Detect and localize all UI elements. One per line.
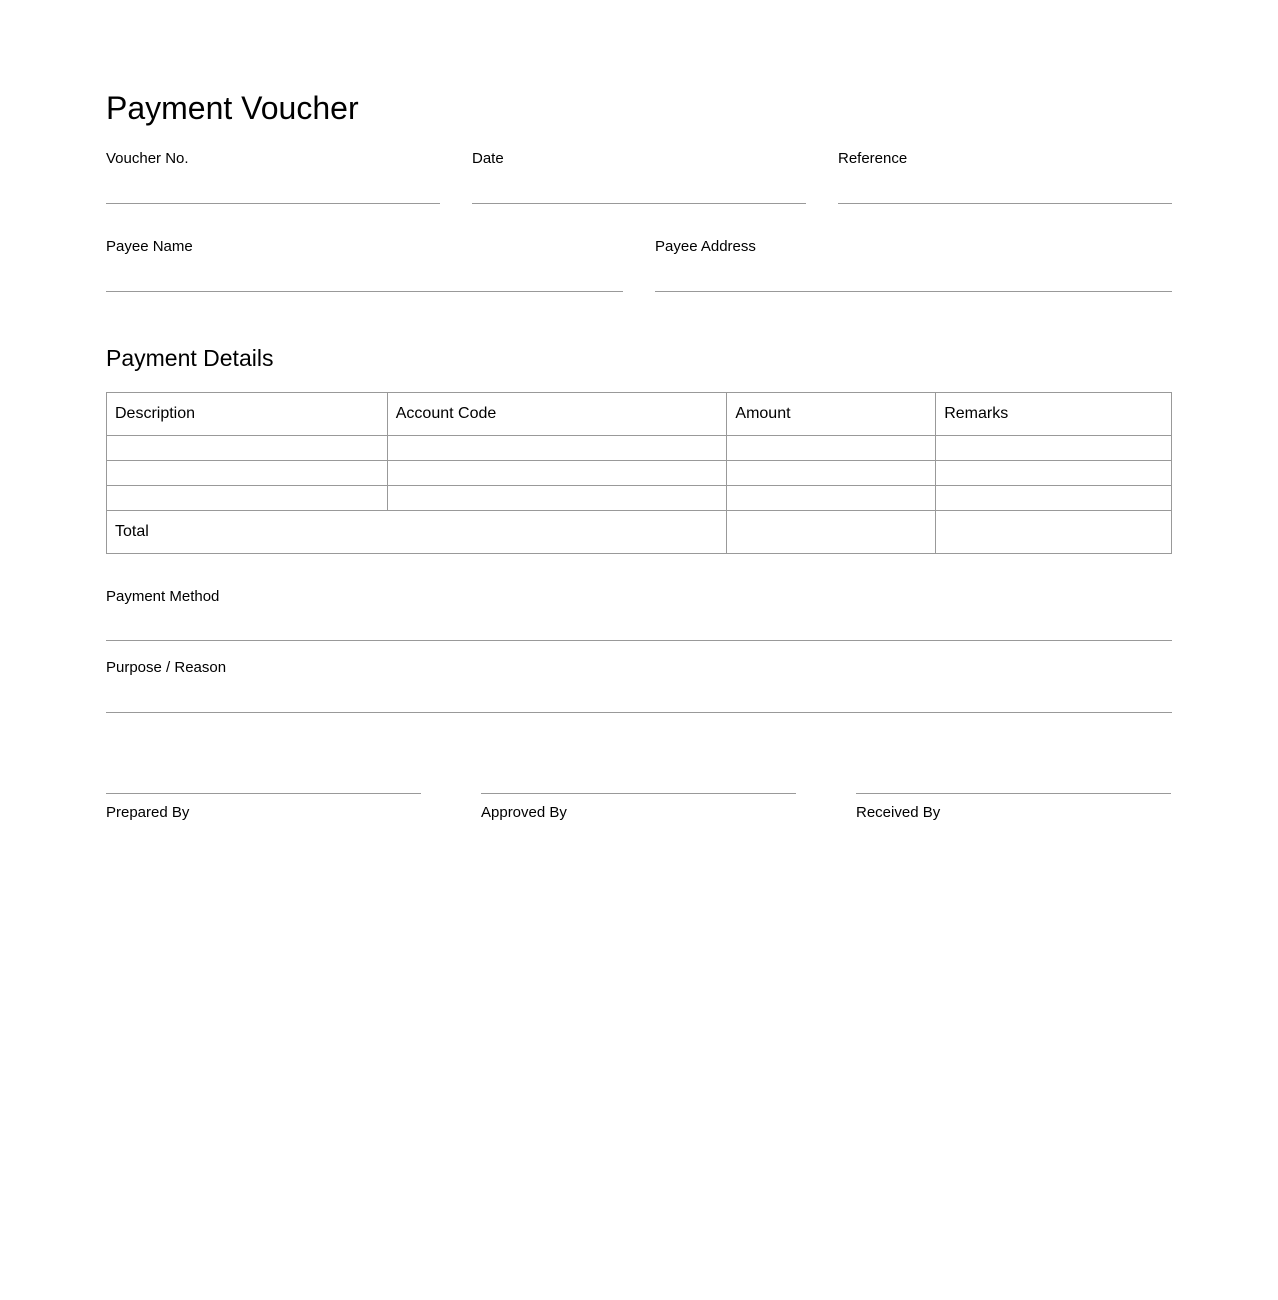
- payee-name-input-line[interactable]: [106, 291, 623, 292]
- purpose-field[interactable]: [106, 659, 1172, 713]
- payee-row: [106, 238, 1172, 292]
- table-header-row: [107, 393, 1172, 436]
- total-remarks-cell[interactable]: [936, 511, 1172, 554]
- page-title: Payment Voucher: [106, 90, 359, 126]
- payment-method-field[interactable]: [106, 588, 1172, 641]
- prepared-by-signature[interactable]: [106, 793, 421, 822]
- amount-cell[interactable]: [727, 486, 936, 511]
- remarks-cell[interactable]: [936, 436, 1172, 461]
- payee-address-field[interactable]: [655, 238, 1172, 292]
- payment-method-input-line[interactable]: [106, 640, 1172, 641]
- amount-cell[interactable]: [727, 461, 936, 486]
- remarks-cell[interactable]: [936, 486, 1172, 511]
- voucher-no-label: Voucher No.: [106, 150, 189, 167]
- reference-field[interactable]: [838, 150, 1172, 204]
- payment-method-label: Payment Method: [106, 588, 220, 605]
- voucher-no-input-line[interactable]: [106, 203, 440, 204]
- total-row: [107, 511, 1172, 554]
- column-header-remarks: Remarks: [936, 393, 1172, 436]
- table-row: [107, 486, 1172, 511]
- table-row: [107, 436, 1172, 461]
- remarks-cell[interactable]: [936, 461, 1172, 486]
- payee-name-field[interactable]: [106, 238, 623, 292]
- amount-cell[interactable]: [727, 436, 936, 461]
- account-code-cell[interactable]: [387, 436, 727, 461]
- signature-block: [106, 793, 1172, 822]
- description-cell[interactable]: [107, 436, 388, 461]
- column-header-description: Description: [107, 393, 388, 436]
- total-label: Total: [107, 511, 727, 554]
- total-amount-cell[interactable]: [727, 511, 936, 554]
- date-field[interactable]: [472, 150, 806, 204]
- received-by-signature[interactable]: [856, 793, 1171, 822]
- prepared-by-label: Prepared By: [106, 804, 190, 821]
- payment-details-table: [106, 392, 1172, 554]
- reference-label: Reference: [838, 150, 908, 167]
- date-input-line[interactable]: [472, 203, 806, 204]
- table-row: [107, 461, 1172, 486]
- reference-input-line[interactable]: [838, 203, 1172, 204]
- payee-address-label: Payee Address: [655, 238, 756, 255]
- column-header-amount: Amount: [727, 393, 936, 436]
- approved-by-signature[interactable]: [481, 793, 796, 822]
- voucher-header-row: [106, 150, 1172, 204]
- payment-details-heading: Payment Details: [106, 345, 274, 371]
- date-label: Date: [472, 150, 504, 167]
- column-header-account-code: Account Code: [387, 393, 727, 436]
- purpose-input-line[interactable]: [106, 712, 1172, 713]
- account-code-cell[interactable]: [387, 461, 727, 486]
- voucher-no-field[interactable]: [106, 150, 440, 204]
- payee-name-label: Payee Name: [106, 238, 193, 255]
- received-by-label: Received By: [856, 804, 941, 821]
- description-cell[interactable]: [107, 486, 388, 511]
- approved-by-label: Approved By: [481, 804, 567, 821]
- purpose-label: Purpose / Reason: [106, 659, 227, 676]
- payee-address-input-line[interactable]: [655, 291, 1172, 292]
- account-code-cell[interactable]: [387, 486, 727, 511]
- description-cell[interactable]: [107, 461, 388, 486]
